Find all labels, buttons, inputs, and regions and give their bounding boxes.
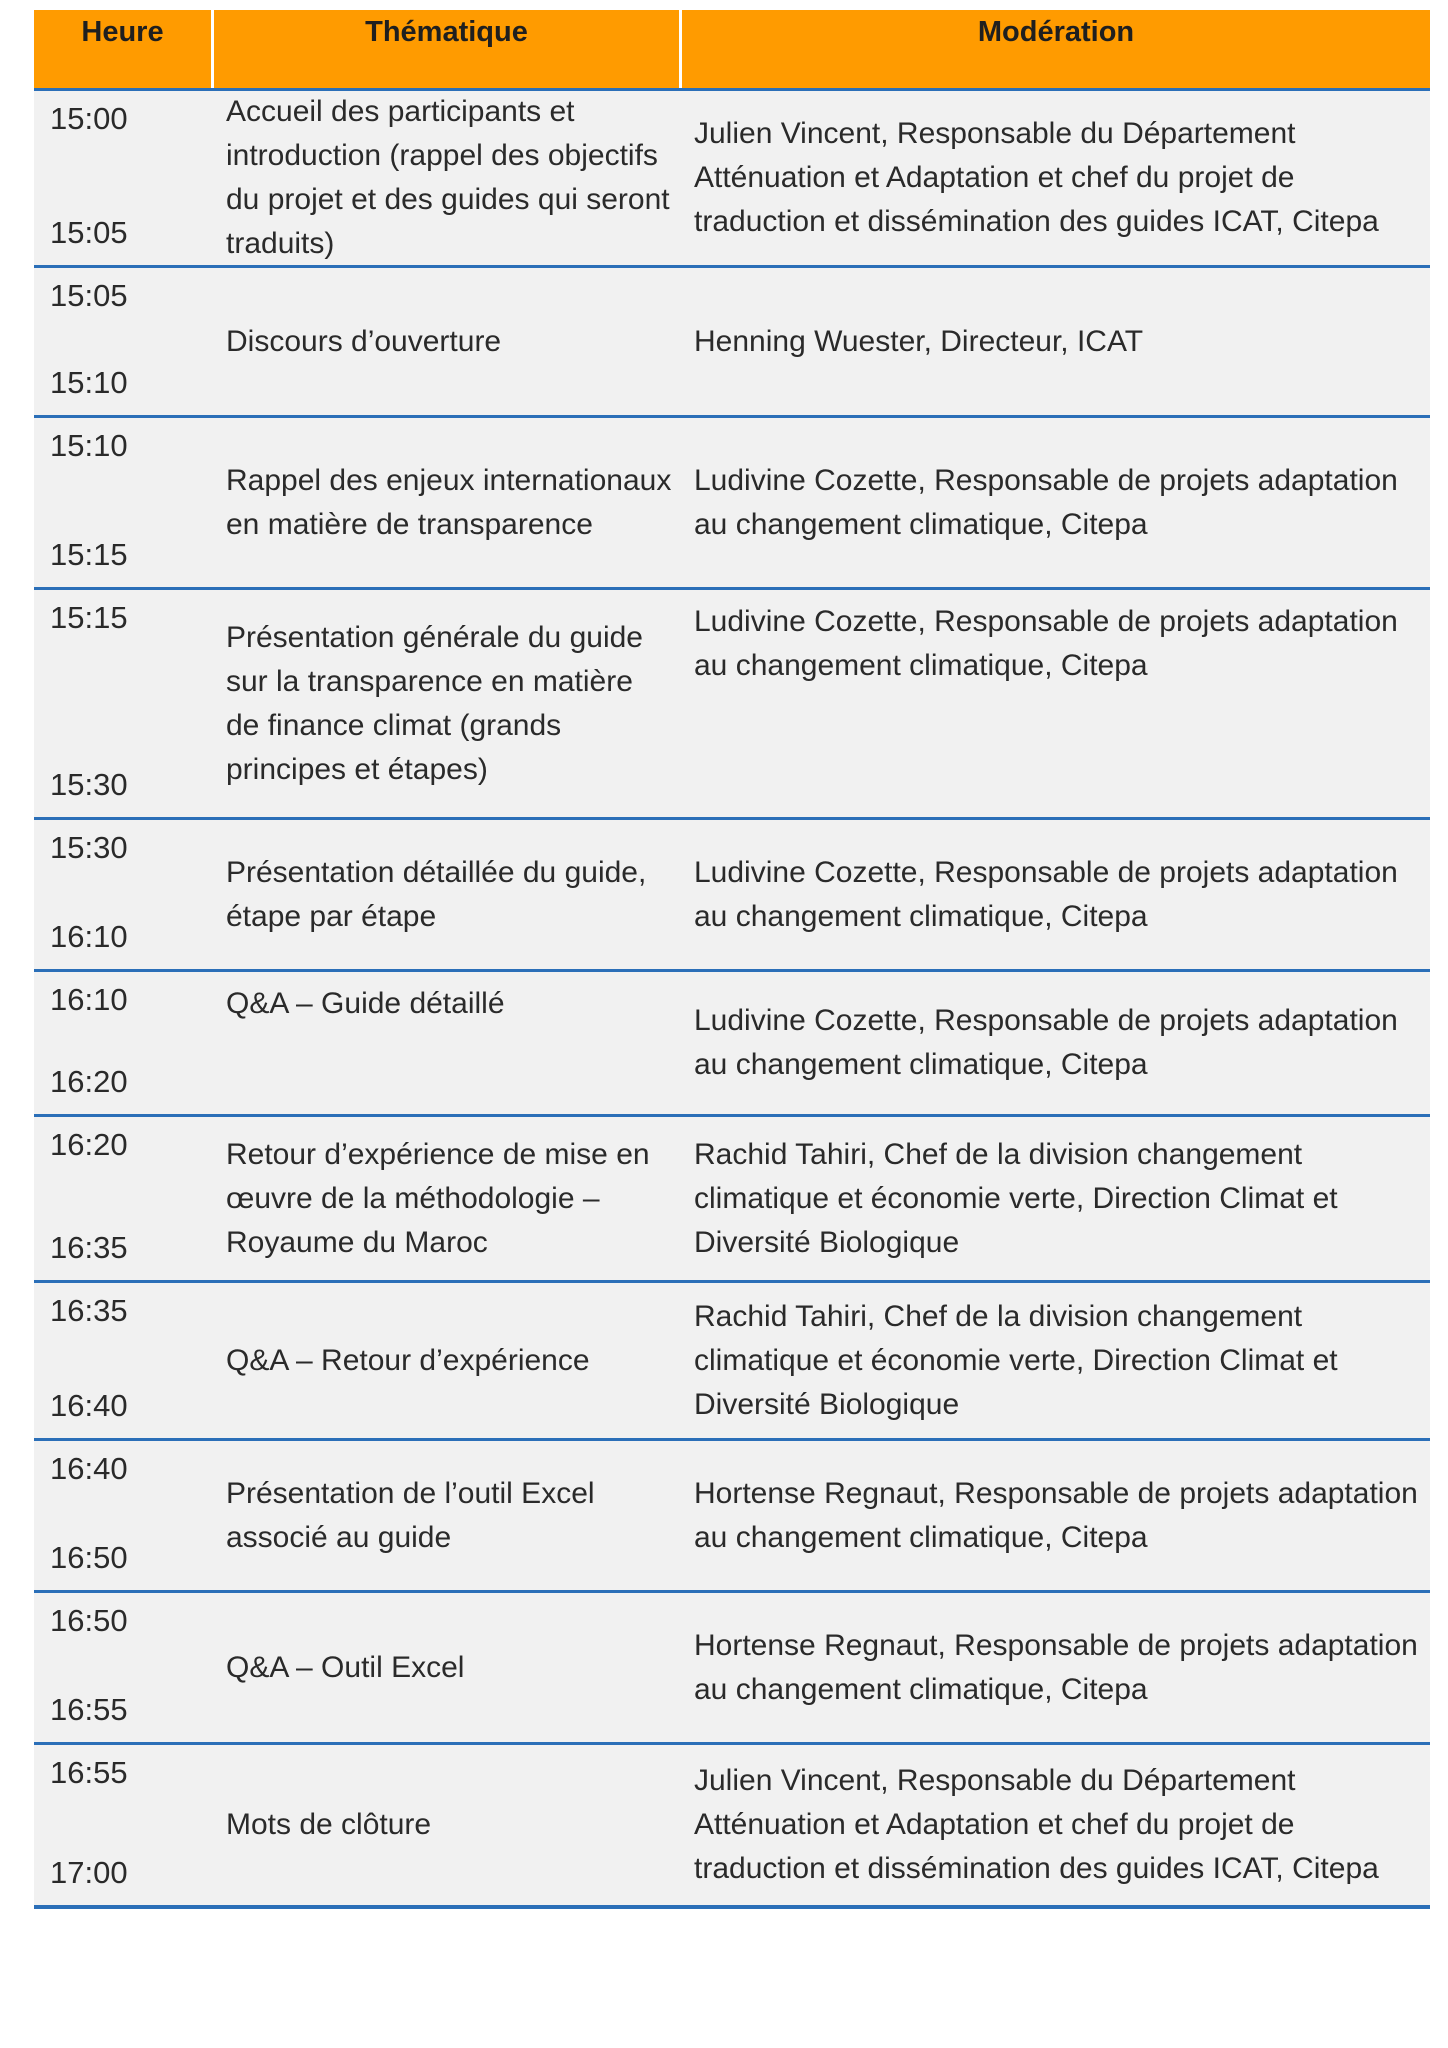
- moderation-cell: Rachid Tahiri, Chef de la division changement climatique et économie verte, Direction Climat et Diversité Biologique: [694, 1137, 1338, 1259]
- table-header: [34, 10, 1430, 91]
- moderation-cell: Hortense Regnaut, Responsable de projets adaptation au changement climatique, Citepa: [694, 1476, 1418, 1554]
- start-time: 16:10: [50, 982, 128, 1017]
- topic-cell: Retour d’expérience de mise en œuvre de la méthodologie – Royaume du Maroc: [226, 1137, 650, 1259]
- time-cell: [34, 820, 214, 969]
- start-time: 15:00: [50, 101, 128, 136]
- end-time: 15:10: [50, 365, 128, 400]
- moderation-cell: Hortense Regnaut, Responsable de projets adaptation au changement climatique, Citepa: [694, 1628, 1418, 1706]
- header-time: Heure: [34, 10, 214, 88]
- end-time: 17:00: [50, 1855, 128, 1890]
- moderation-cell: Henning Wuester, Directeur, ICAT: [694, 324, 1144, 358]
- end-time: 16:40: [50, 1388, 128, 1423]
- topic-cell: Présentation générale du guide sur la transparence en matière de finance climat (grands principes et étapes): [226, 620, 643, 786]
- end-time: 16:50: [50, 1540, 128, 1575]
- end-time: 16:10: [50, 919, 128, 954]
- end-time: 15:15: [50, 537, 128, 572]
- start-time: 16:55: [50, 1755, 128, 1790]
- topic-cell: Mots de clôture: [226, 1808, 432, 1841]
- time-cell: [34, 1593, 214, 1742]
- moderation-cell: Ludivine Cozette, Responsable de projets adaptation au changement climatique, Citepa: [694, 1004, 1398, 1081]
- topic-cell: Q&A – Retour d’expérience: [226, 1343, 590, 1377]
- moderation-cell: Ludivine Cozette, Responsable de projets adaptation au changement climatique, Citepa: [694, 463, 1398, 541]
- start-time: 15:10: [50, 428, 128, 463]
- start-time: 16:35: [50, 1293, 128, 1328]
- time-cell: [34, 418, 214, 587]
- moderation-cell: Ludivine Cozette, Responsable de projets adaptation au changement climatique, Citepa: [694, 855, 1398, 933]
- time-cell: [34, 1441, 214, 1590]
- moderation-cell: Julien Vincent, Responsable du Département Atténuation et Adaptation et chef du projet de traduction et dissémination des guides ICAT, Citepa: [694, 1764, 1379, 1885]
- table-row: [34, 1745, 1430, 1909]
- table-row: [34, 1593, 1430, 1745]
- topic-cell: Présentation de l’outil Excel associé au guide: [226, 1476, 595, 1554]
- time-cell: [34, 972, 214, 1114]
- moderation-cell: Rachid Tahiri, Chef de la division changement climatique et économie verte, Direction Climat et Diversité Biologique: [694, 1299, 1338, 1421]
- start-time: 16:40: [50, 1451, 128, 1486]
- start-time: 16:20: [50, 1127, 128, 1162]
- time-cell: [34, 268, 214, 415]
- topic-cell: Q&A – Outil Excel: [226, 1650, 465, 1684]
- topic-cell: Q&A – Guide détaillé: [226, 987, 505, 1020]
- end-time: 16:35: [50, 1230, 128, 1265]
- topic-cell: Discours d’ouverture: [226, 324, 502, 358]
- time-cell: [34, 91, 214, 265]
- time-cell: [34, 1283, 214, 1438]
- end-time: 15:05: [50, 215, 128, 250]
- topic-cell: Accueil des participants et introduction (rappel des objectifs du projet et des guides qui seront traduits): [226, 95, 670, 260]
- start-time: 15:30: [50, 830, 128, 865]
- start-time: 15:15: [50, 600, 128, 635]
- table-row: [34, 418, 1430, 590]
- header-moderation: Modération: [977, 16, 1135, 48]
- table-row: [34, 1117, 1430, 1283]
- time-cell: [34, 1745, 214, 1905]
- table-row: [34, 268, 1430, 418]
- table-row: [34, 1283, 1430, 1441]
- header-topic: Thématique: [214, 10, 682, 88]
- table-row: [34, 1441, 1430, 1593]
- moderation-cell: Ludivine Cozette, Responsable de projets adaptation au changement climatique, Citepa: [694, 605, 1398, 682]
- table-row: [34, 590, 1430, 820]
- table-row: [34, 820, 1430, 972]
- time-cell: [34, 1117, 214, 1280]
- end-time: 16:55: [50, 1692, 128, 1727]
- end-time: 16:20: [50, 1064, 128, 1099]
- time-cell: [34, 590, 214, 817]
- start-time: 15:05: [50, 278, 128, 313]
- topic-cell: Présentation détaillée du guide, étape par étape: [226, 855, 647, 933]
- table-row: [34, 972, 1430, 1117]
- topic-cell: Rappel des enjeux internationaux en matière de transparence: [226, 463, 672, 541]
- end-time: 15:30: [50, 767, 128, 802]
- agenda-table: [34, 10, 1430, 1909]
- moderation-cell: Julien Vincent, Responsable du Département Atténuation et Adaptation et chef du projet de traduction et dissémination des guides ICAT, Citepa: [694, 117, 1379, 238]
- table-row: [34, 91, 1430, 268]
- start-time: 16:50: [50, 1603, 128, 1638]
